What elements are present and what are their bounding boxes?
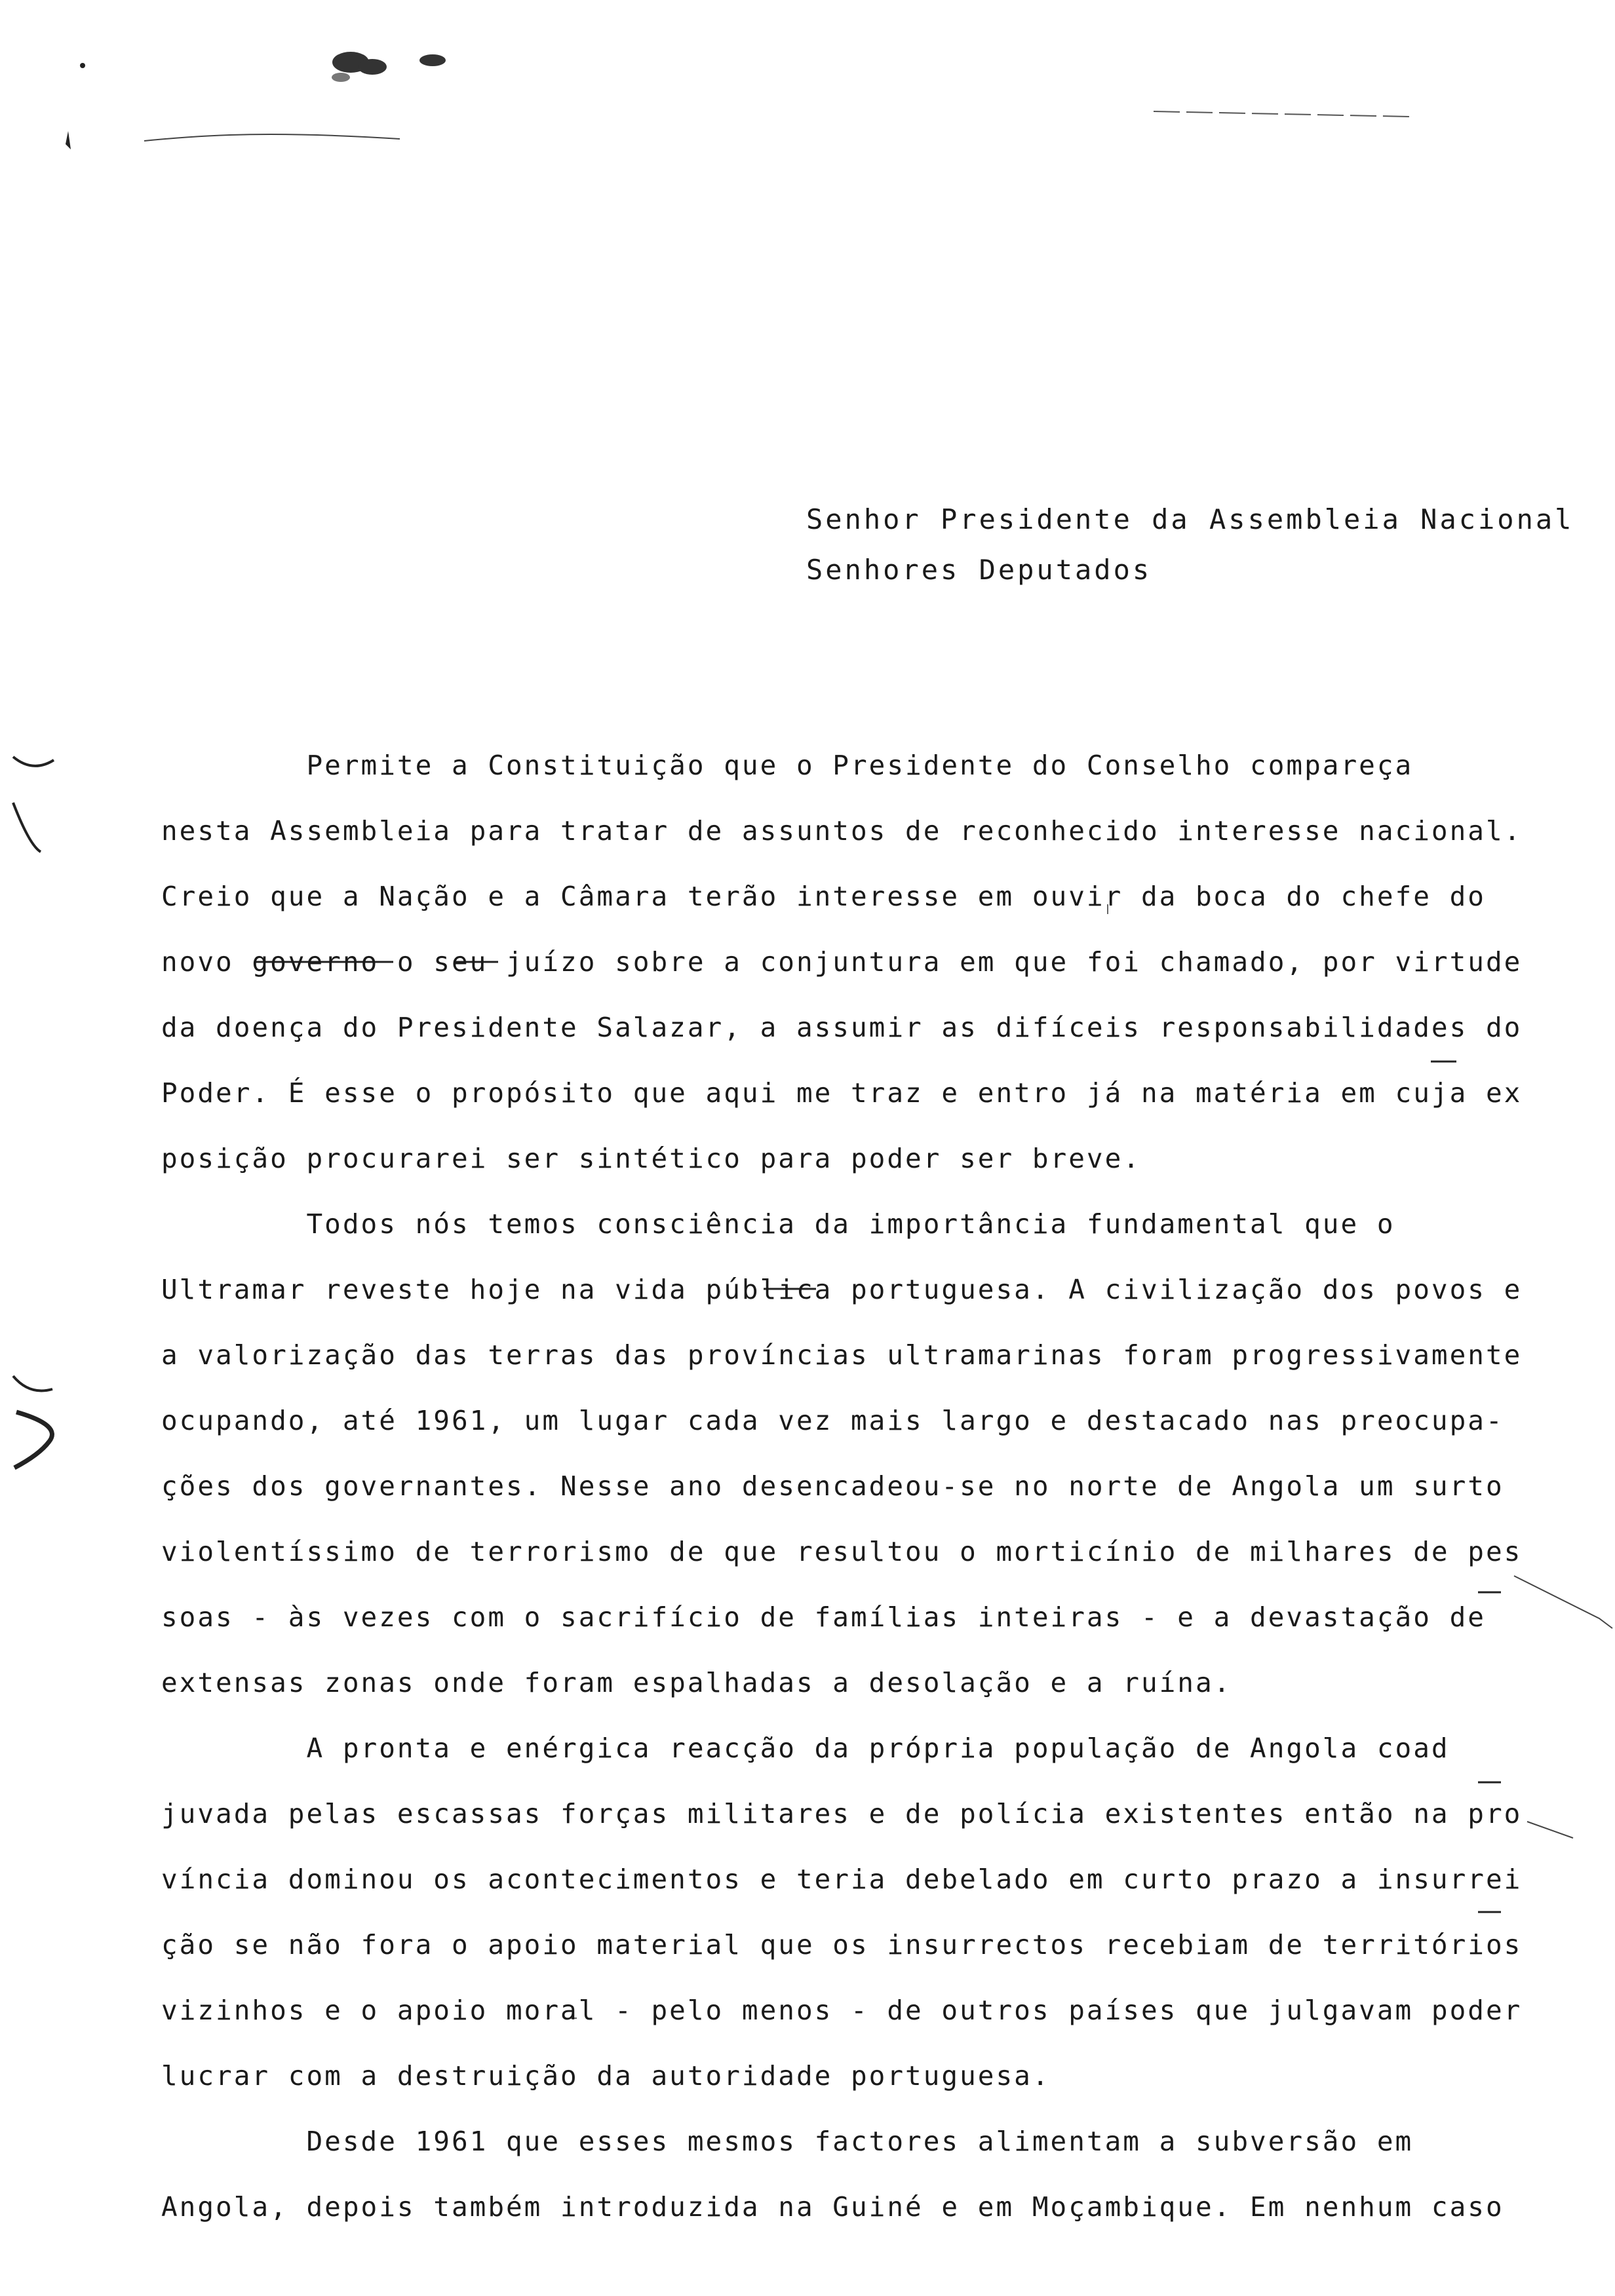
paragraph-line: soas - às vezes com o sacrifício de famílias inteiras - e a devastação de [161, 1601, 1486, 1633]
paragraph-line: novo governo o seu juízo sobre a conjuntura em que foi chamado, por virtude [161, 946, 1523, 978]
margin-arc-3 [13, 1376, 52, 1391]
paragraph-line: lucrar com a destruição da autoridade portuguesa. [161, 2060, 1051, 2092]
paragraph-line: víncia dominou os acontecimentos e teria debelado em curto prazo a insurrei [161, 1864, 1523, 1895]
paragraph-line: posição procurarei ser sintético para poder ser breve. [161, 1143, 1141, 1174]
paragraph-line: Permite a Constituição que o Presidente do Conselho compareça [161, 750, 1414, 781]
margin-stroke-right-2 [1527, 1822, 1573, 1838]
ink-smudge [332, 52, 446, 82]
margin-arc-1 [13, 757, 54, 766]
margin-arc-4 [14, 1412, 52, 1468]
paragraph-line: da doença do Presidente Salazar, a assumir as difíceis responsabilidades do [161, 1012, 1523, 1043]
paragraph-line: Angola, depois também introduzida na Guiné e em Moçambique. Em nenhum caso [161, 2191, 1504, 2223]
margin-stroke-right-1 [1514, 1576, 1612, 1628]
paragraph-line: juvada pelas escassas forças militares e de polícia existentes então na pro [161, 1798, 1523, 1829]
speck-mark [80, 63, 85, 68]
paragraph-line: ções dos governantes. Nesse ano desencadeou-se no norte de Angola um surto [161, 1470, 1504, 1502]
paragraph-line: a valorização das terras das províncias ultramarinas foram progressivamente [161, 1339, 1523, 1371]
speck-mark-2 [66, 131, 71, 149]
salutation-line-president: Senhor Presidente da Assembleia Nacional [806, 503, 1574, 535]
paragraph-line: ocupando, até 1961, um lugar cada vez mais largo e destacado nas preocupa- [161, 1405, 1504, 1436]
paragraph-line: extensas zonas onde foram espalhadas a desolação e a ruína. [161, 1667, 1232, 1698]
paragraph-line: Todos nós temos consciência da importância fundamental que o [161, 1208, 1395, 1240]
faint-rule-left [144, 134, 400, 141]
paragraph-line: vizinhos e o apoio moral - pelo menos - de outros países que julgavam poder [161, 1995, 1523, 2026]
paragraph-line: nesta Assembleia para tratar de assuntos de reconhecido interesse nacional. [161, 815, 1523, 847]
paragraph-line: violentíssimo de terrorismo de que resultou o morticínio de milhares de pes [161, 1536, 1523, 1567]
paragraph-line: Ultramar reveste hoje na vida pública portuguesa. A civilização dos povos e [161, 1274, 1523, 1305]
faint-rule-right [1154, 111, 1409, 117]
paragraph-line: ção se não fora o apoio material que os insurrectos recebiam de territórios [161, 1929, 1523, 1961]
margin-arc-2 [13, 803, 41, 852]
paragraph-line: Poder. É esse o propósito que aqui me traz e entro já na matéria em cuja ex [161, 1077, 1523, 1109]
salutation-line-deputies: Senhores Deputados [806, 554, 1152, 586]
paragraph-line: Creio que a Nação e a Câmara terão interesse em ouvir da boca do chefe do [161, 881, 1486, 912]
paragraph-line: Desde 1961 que esses mesmos factores alimentam a subversão em [161, 2126, 1414, 2157]
paragraph-line: A pronta e enérgica reacção da própria população de Angola coad [161, 1732, 1450, 1764]
